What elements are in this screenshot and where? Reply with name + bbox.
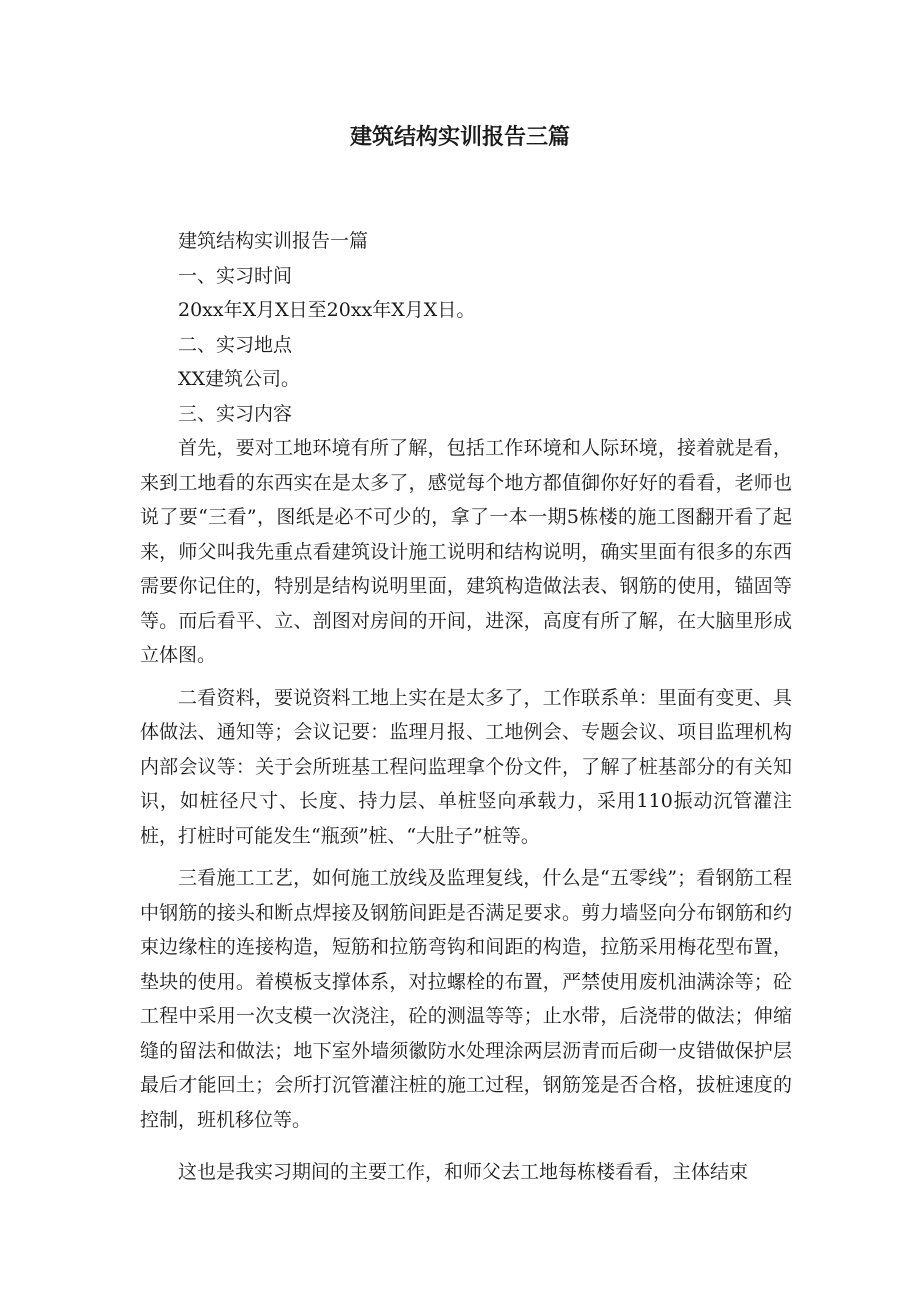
paragraph-summary: 这也是我实习期间的主要工作，和师父去工地每栋楼看看，主体结束 [178,1161,749,1183]
paragraph-gap [140,853,792,861]
section-content-heading: 三、实习内容 [178,402,293,425]
section-place-text: XX建筑公司。 [178,368,301,390]
paragraph-second-look: 二看资料，要说资料工地上实在是太多了，工作联系单：里面有变更、具体做法、通知等；会议记要：监理月报、工地例会、专题会议、项目监理机构内部会议等：关于会所班基工程问监理拿个份文件，了解了桩基部分的有关知识，如桩径尺寸、长度、持力层、单桩竖向承载力，采用110振动沉管灌注桩，打桩时可能发生“瓶颈”桩、“大肚子”桩等。 [140,686,792,847]
section-time-heading: 一、实习时间 [178,264,293,287]
paragraph-first-look: 首先，要对工地环境有所了解，包括工作环境和人际环境，接着就是看，来到工地看的东西实在是太多了，感觉每个地方都值御你好好的看看，老师也说了要“三看”，图纸是必不可少的，拿了一本一期5栋楼的施工图翻开看了起来，师父叫我先重点看建筑设计施工说明和结构说明，确实里面有很多的东西需要你记住的，特别是结构说明里面，建筑构造做法表、钢筋的使用，锚固等等。而后看平、立、剖图对房间的开间，进深，高度有所了解，在大脑里形成立体图。 [140,437,792,666]
section-place-heading: 二、实习地点 [178,333,293,356]
paragraph-third-look: 三看施工工艺，如何施工放线及监理复线，什么是“五零线”；看钢筋工程中钢筋的接头和断点焊接及钢筋间距是否满足要求。剪力墙竖向分布钢筋和约束边缘柱的连接构造，短筋和拉筋弯钩和间距的构造，拉筋采用梅花型布置，垫块的使用。着模板支撑体系，对拉螺栓的布置，严禁使用废机油满涂等；砼工程中采用一次支模一次浇注，砼的测温等等；止水带，后浇带的做法；伸缩缝的留法和做法；地下室外墙须徽防水处理涂两层沥青而后砌一皮错做保护层最后才能回土；会所打沉管灌注桩的施工过程，钢筋笼是否合格，拔桩速度的控制，班机移位等。 [140,867,792,1131]
report-one-heading: 建筑结构实训报告一篇 [178,230,369,252]
paragraph-gap [140,1137,792,1155]
paragraph-gap [140,673,792,681]
document-body [140,224,792,1190]
section-time-text: 20xx年X月X日至20xx年X月X日。 [178,299,476,321]
document-title: 建筑结构实训报告三篇 [349,125,570,150]
